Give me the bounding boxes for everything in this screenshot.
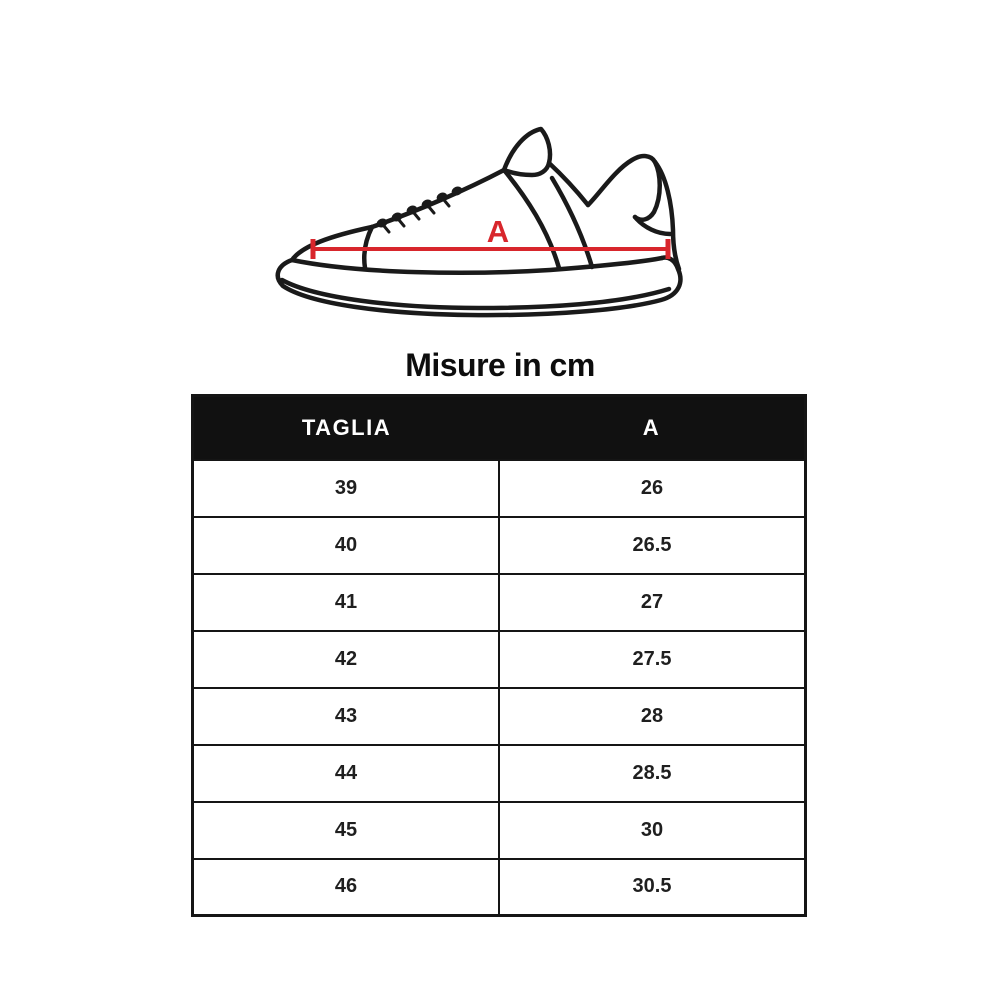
measure-cell: 28 (499, 688, 806, 745)
table-row (193, 574, 806, 631)
size-table (191, 394, 807, 917)
measure-cell: 26 (499, 460, 806, 517)
measure-cell: 27 (499, 574, 806, 631)
table-row (193, 802, 806, 859)
table-header-row (193, 396, 806, 460)
table-row (193, 688, 806, 745)
throat-panel-line (504, 170, 559, 268)
column-header-taglia: TAGLIA (193, 396, 500, 460)
toe-top-line (292, 227, 372, 260)
size-cell: 39 (193, 460, 500, 517)
table-row (193, 745, 806, 802)
sneaker-line-drawing-icon (270, 118, 730, 343)
measure-cell: 27.5 (499, 631, 806, 688)
column-header-a: A (499, 396, 806, 460)
measure-cell: 26.5 (499, 517, 806, 574)
size-cell: 45 (193, 802, 500, 859)
quarter-panel-line (552, 178, 592, 267)
page-title: Misure in cm (405, 347, 595, 383)
table-row (193, 460, 806, 517)
heel-rise-line (588, 156, 655, 205)
size-cell: 41 (193, 574, 500, 631)
tongue-outline (504, 129, 550, 175)
size-cell: 42 (193, 631, 500, 688)
table-row (193, 517, 806, 574)
measure-cell: 28.5 (499, 745, 806, 802)
table-row (193, 631, 806, 688)
measure-cell: 30.5 (499, 859, 806, 916)
measurement-label-a: A (486, 214, 510, 249)
table-row (193, 859, 806, 916)
size-cell: 46 (193, 859, 500, 916)
size-cell: 40 (193, 517, 500, 574)
heel-base-curve (635, 217, 670, 234)
shoe-measurement-diagram (270, 118, 730, 343)
sole-top-edge (292, 258, 662, 273)
measure-cell: 30 (499, 802, 806, 859)
size-cell: 44 (193, 745, 500, 802)
heel-tab-edge (635, 162, 660, 220)
size-cell: 43 (193, 688, 500, 745)
